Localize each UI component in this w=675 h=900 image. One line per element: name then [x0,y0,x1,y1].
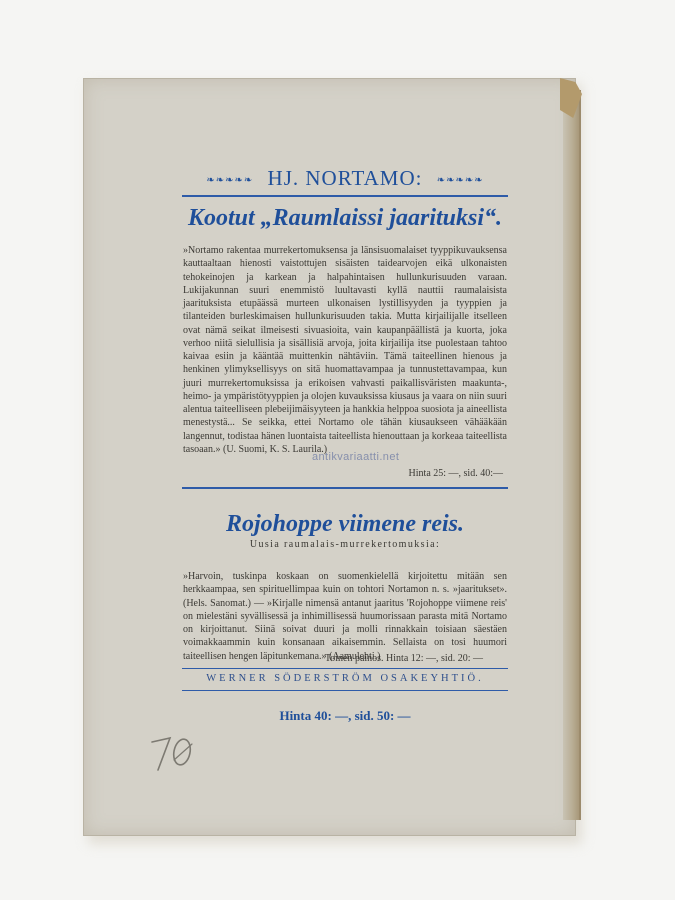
author-header [182,166,508,191]
ornament-right: ❧❧❧❧❧ [436,174,484,186]
publisher-name: WERNER SÖDERSTRÖM OSAKEYHTIÖ. [206,673,484,684]
rule-top [182,195,508,197]
book2-title: Rojohoppe viimene reis. [226,511,464,537]
watermark: antikvariaatti.net [312,451,400,463]
rule-publisher-bottom [182,690,508,691]
rule-middle [182,487,508,489]
book2-price: Toinen painos. Hinta 12: —, sid. 20: — [324,653,483,664]
book2-subtitle: Uusia raumalais-murrekertomuksia: [249,539,441,550]
ornament-left: ❧❧❧❧❧ [206,174,254,186]
book1-review: »Nortamo rakentaa murrekertomuksensa ja länsisuomalaiset tyyppikuvauksensa kauttaaltaan hienosti vaistottujen sisäisten taidearvojen eikä ulkonaisten tehokeinojen ja karkean ja halpahintaisen hullunkurisuuden varaan. Lukijakunnan suuri enemmistö luultavasti kyllä nauttii raumalaisista jaarituksista etupäässä murteen ulkonaisen lystillisyyden ja tyyppien ja tilanteiden burleskimaisen hullunkurisuuden takia. Mutta kirjailijalle itselleen ovat nämä seikat ilmeisesti sivuasioita, vain kaupanpäällistä ja kuorta, joka verhoo niitä sielullisia ja sisällisiä arvoja, joita kirjailija itse puolestaan tahtoo kaivaa esiin ja kääntää muittenkin nähtäviin. Tämä taiteellinen hienous ja henkinen ylimyksellisyys on sitä huomattavampaa ja tunnustettavampaa, kun juuri murrekertomuksissa ja erikoisen vahvasti paikallisväristen maakunta-, heimo- ja ympäristötyyppien ja olojen kuvauksissa kiusaus ja vaara on niin suuri alentua taiteelliseen plebeijimäisyyteen ja hankkia helppoa suosiota ja aineellista menestystä... Se seikka, ettei Nortamo ole tähän kiusaukseen vähääkään langennut, todistaa hänen luontaista taiteellista hienouttaan ja korkeaa taiteellista tasoaan.» (U. Suomi, K. S. Laurila.) [183,245,507,455]
author-name: HJ. NORTAMO: [267,166,423,190]
book2-review: »Harvoin, tuskinpa koskaan on suomenkielellä kirjoitettu mitään sen herkkaampaa, sen spirituellimpaa kuin on tohtori Nortamon n. s. »jaaritukset». (Hels. Sanomat.) — »Kirjalle nimensä antanut jaaritus 'Rojohoppe viimene reis' on mielestäni syvällisessä ja inhimillisessä huumorissaan parasta mitä Nortamo on kirjoittanut. Siinä soivat duuri ja molli rinnakkain toisiaan säestäen voimakkaammin kuin konsanaan aikaisemmin. Sellaista on tosi huumori taiteellisen hengen läpitunkemana.» (Aamulehti.) [183,571,507,662]
rule-publisher-top [182,668,508,669]
pencil-note [148,730,208,780]
final-price: Hinta 40: —, sid. 50: — [279,708,411,723]
book1-price: Hinta 25: —, sid. 40:— [408,468,503,479]
book1-title: Kootut „Raumlaissi jaarituksi“. [187,205,503,231]
